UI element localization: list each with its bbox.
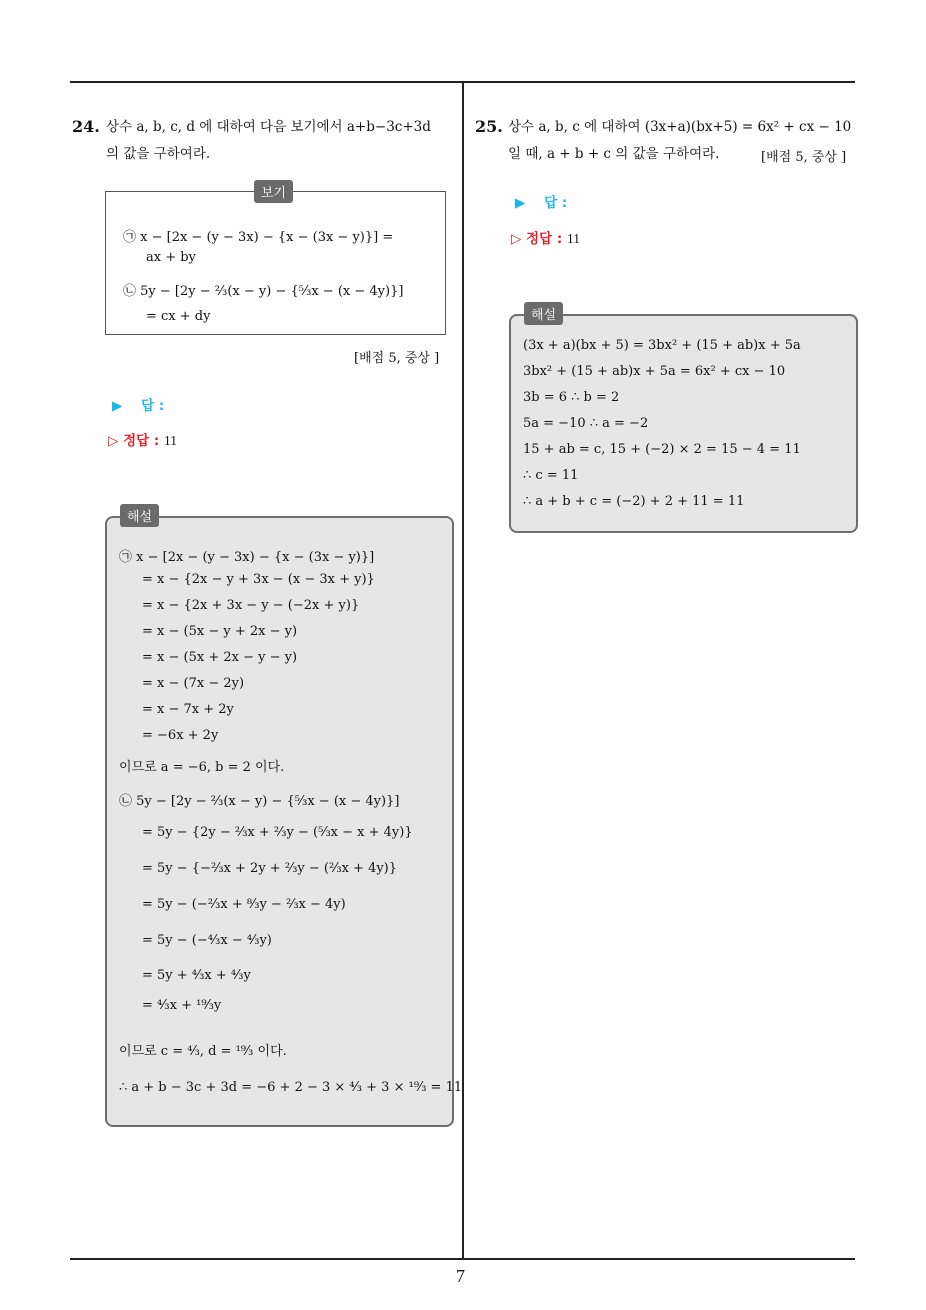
question-number: 25. [475,117,503,136]
question-text-line: 의 값을 구하여라. [106,146,211,162]
solution-line: = ⁴⁄₃x + ¹⁹⁄₃y [142,998,222,1013]
page-number: 7 [456,1266,465,1286]
solution-line: 이므로 c = ⁴⁄₃, d = ¹⁹⁄₃ 이다. [119,1044,287,1059]
example-box [105,191,446,335]
solution-box [105,516,463,1127]
question-text-line: 상수 a, b, c, d 에 대하여 다음 보기에서 a+b−3c+3d [106,119,431,135]
solution-line: ∴ a + b + c = (−2) + 2 + 11 = 11 [523,494,745,509]
solution-line: ㉠ x − [2x − (y − 3x) − {x − (3x − y)}] [119,550,375,565]
solution-line: = 5y − (−²⁄₃x + ⁸⁄₃y − ²⁄₃x − 4y) [142,897,346,912]
answer-row [112,394,164,414]
correct-label: 정답 : [123,433,160,449]
correct-answer-row [511,227,580,247]
solution-box [509,314,858,533]
score-label: [배점 5, 중상 ] [761,150,847,165]
example-line: = cx + dy [146,309,211,324]
solution-line: ㉡ 5y − [2y − ²⁄₃(x − y) − {⁵⁄₃x − (x − 4y)}] [119,794,400,809]
bottom-rule [70,1258,855,1260]
answer-label: 답 : [141,398,165,414]
solution-line: = −6x + 2y [142,728,219,743]
solution-line: = x − (5x + 2x − y − y) [142,650,298,665]
correct-answer-row [108,429,177,449]
solution-line: = 5y + ⁴⁄₃x + ⁴⁄₃y [142,968,251,983]
solution-line: = x − {2x + 3x − y − (−2x + y)} [142,598,360,613]
solution-line: 이므로 a = −6, b = 2 이다. [119,760,285,775]
play-icon: ▶ [515,195,526,211]
solution-line: = x − (5x − y + 2x − y) [142,624,298,639]
play-outline-icon: ▷ [108,433,119,449]
solution-line: = x − (7x − 2y) [142,676,245,691]
example-line: ㉠ x − [2x − (y − 3x) − {x − (3x − y)}] = [123,230,394,245]
example-line: ㉡ 5y − [2y − ²⁄₃(x − y) − {⁵⁄₃x − (x − 4y)}] [123,284,404,299]
solution-line: 15 + ab = c, 15 + (−2) × 2 = 15 − 4 = 11 [523,442,801,457]
solution-line: = x − 7x + 2y [142,702,234,717]
solution-line: 3bx² + (15 + ab)x + 5a = 6x² + cx − 10 [523,364,786,379]
example-tag: 보기 [254,180,293,203]
play-outline-icon: ▷ [511,231,522,247]
solution-line: 3b = 6 ∴ b = 2 [523,390,620,405]
solution-tag: 해설 [120,504,159,527]
play-icon: ▶ [112,398,123,414]
question-text-line: 상수 a, b, c 에 대하여 (3x+a)(bx+5) = 6x² + cx − 10 [508,119,852,135]
score-label: [배점 5, 중상 ] [354,351,440,366]
solution-line: 5a = −10 ∴ a = −2 [523,416,649,431]
question-number: 24. [72,117,100,136]
column-divider [462,81,464,1259]
answer-row [515,191,567,211]
answer-label: 답 : [544,195,568,211]
question-text-line: 일 때, a + b + c 의 값을 구하여라. [508,146,720,162]
example-line: ax + by [146,250,196,265]
correct-value: 11 [163,433,177,448]
solution-tag: 해설 [524,302,563,325]
correct-label: 정답 : [526,231,563,247]
solution-line: ∴ c = 11 [523,468,579,483]
solution-line: = 5y − {2y − ²⁄₃x + ²⁄₃y − (⁵⁄₃x − x + 4y)} [142,825,413,840]
solution-line: ∴ a + b − 3c + 3d = −6 + 2 − 3 × ⁴⁄₃ + 3 × ¹⁹⁄₃ = 11 [119,1080,463,1095]
solution-line: = 5y − {−²⁄₃x + 2y + ²⁄₃y − (²⁄₃x + 4y)} [142,861,398,876]
solution-line: (3x + a)(bx + 5) = 3bx² + (15 + ab)x + 5a [523,338,801,353]
solution-line: = x − {2x − y + 3x − (x − 3x + y)} [142,572,375,587]
correct-value: 11 [566,231,580,246]
solution-line: = 5y − (−⁴⁄₃x − ⁴⁄₃y) [142,933,272,948]
